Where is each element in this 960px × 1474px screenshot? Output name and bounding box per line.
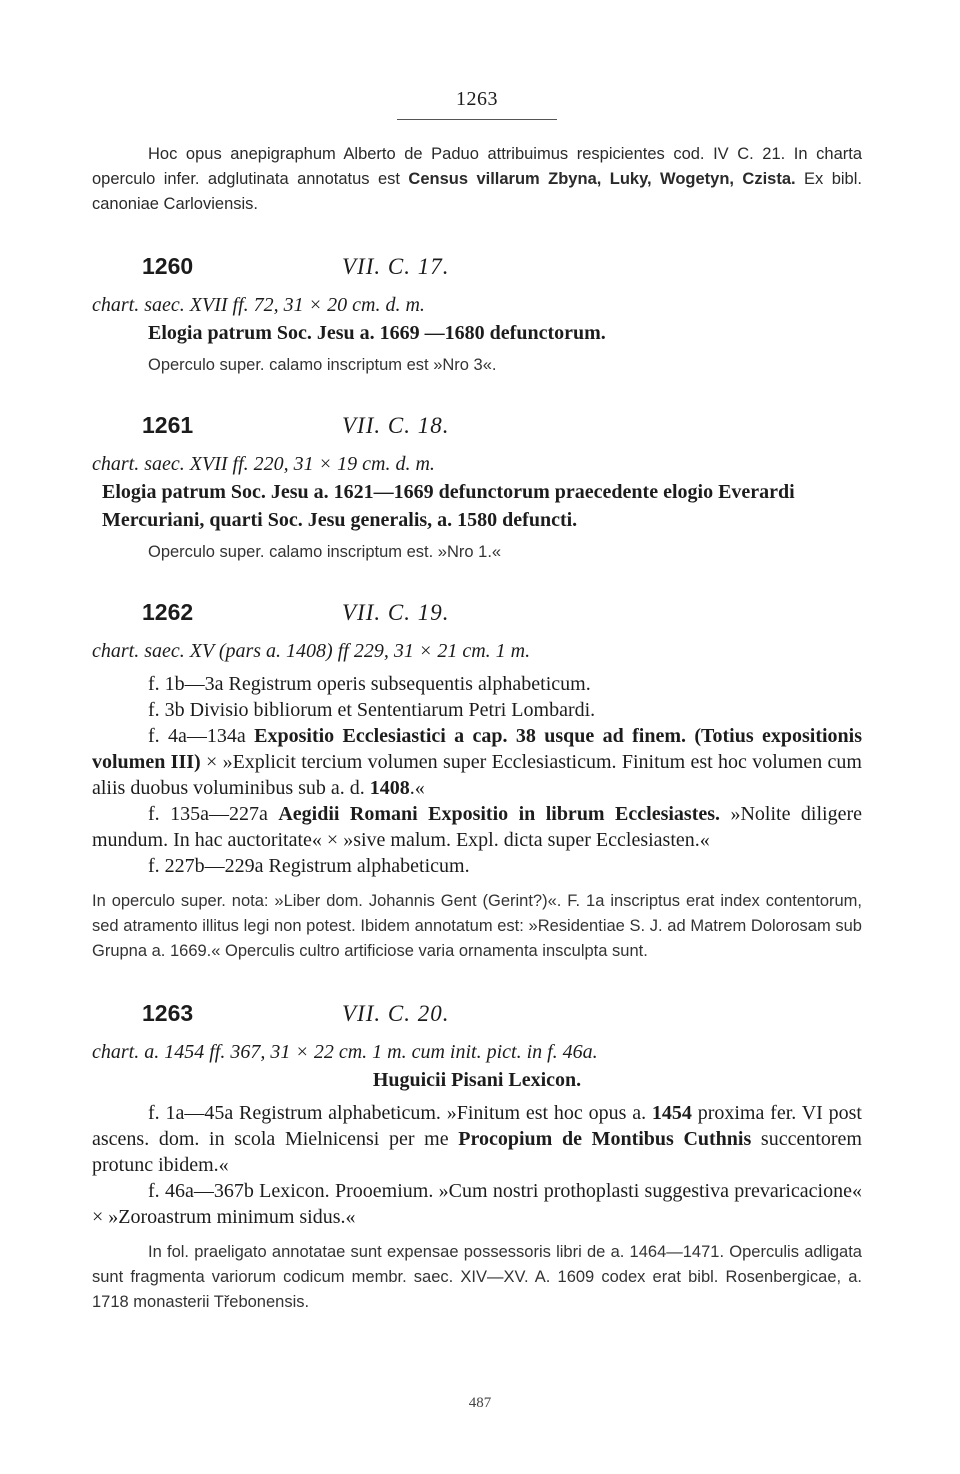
intro-bold: Census villarum Zbyna, Luky, Wogetyn, Czista. — [408, 170, 796, 188]
entry-1263-item-2: f. 46a—367b Lexicon. Prooemium. »Cum nostri prothoplasti suggestiva prevaricacione« × »Zoroastrum minimum sidus.« — [92, 1180, 862, 1228]
document-page — [92, 0, 862, 1315]
item-text: f. 1a—45a Registrum alphabeticum. »Finitum est hoc opus a. — [148, 1102, 652, 1124]
item-text-mid: proxima fer. VI post ascens. dom. in scola Mielnicensi per me — [92, 1102, 862, 1150]
item-year: 1408 — [369, 777, 410, 799]
entry-1261-title: Elogia patrum Soc. Jesu a. 1621—1669 defunctorum praecedente elogio Everardi Mercuriani, quarti Soc. Jesu generalis, a. 1580 defuncti. — [102, 481, 795, 531]
shelfmark: VII. C. 17. — [342, 254, 450, 279]
entry-number: 1263 — [142, 1000, 194, 1026]
entry-1262-item-5: f. 227b—229a Registrum alphabeticum. — [148, 855, 470, 877]
scribe-name: Procopium de Montibus Cuthnis — [458, 1128, 752, 1150]
entry-1263-item-1 — [92, 1100, 862, 1178]
entry-number: 1262 — [142, 599, 194, 625]
item-bold-title: Aegidii Romani Expositio in librum Ecclesiastes. — [278, 803, 721, 825]
entry-1263-heading — [92, 1000, 862, 1032]
entry-number: 1260 — [142, 253, 194, 279]
entry-1261-description: chart. saec. XVII ff. 220, 31 × 19 cm. d. m. — [92, 453, 435, 475]
entry-1260-description: chart. saec. XVII ff. 72, 31 × 20 cm. d. m. — [92, 294, 425, 316]
entry-1262-item-1: f. 1b—3a Registrum operis subsequentis alphabeticum. — [148, 673, 591, 695]
entry-1260-title: Elogia patrum Soc. Jesu a. 1669 —1680 defunctorum. — [148, 322, 606, 344]
entry-1263-description: chart. a. 1454 ff. 367, 31 × 22 cm. 1 m. cum init. pict. in f. 46a. — [92, 1041, 598, 1063]
entry-1262-description: chart. saec. XV (pars a. 1408) ff 229, 31 × 21 cm. 1 m. — [92, 640, 531, 662]
entry-1262-heading — [92, 599, 862, 631]
page-number-header: 1263 — [456, 88, 498, 110]
shelfmark: VII. C. 19. — [342, 600, 450, 625]
folio-range: f. 135a—227a — [148, 803, 279, 825]
item-bold-title: Expositio Ecclesiastici a cap. 38 usque ad finem. (Totius expositionis volumen III) — [92, 725, 863, 773]
entry-1261-heading — [92, 412, 862, 444]
item-year: 1454 — [651, 1102, 692, 1124]
entry-1263-title: Huguicii Pisani Lexicon. — [372, 1069, 582, 1091]
entry-1260-heading — [92, 253, 862, 285]
shelfmark: VII. C. 18. — [342, 413, 450, 438]
entry-number: 1261 — [142, 412, 194, 438]
item-text: »Nolite diligere mundum. In hac auctoritate« × »sive malum. Expl. dicta super Ecclesiasten.« — [92, 803, 862, 851]
intro-paragraph — [92, 142, 862, 217]
item-end: .« — [409, 777, 425, 799]
signature-mark: 487 — [468, 1395, 492, 1411]
shelfmark: VII. C. 20. — [342, 1001, 450, 1026]
entry-1262-item-4 — [92, 801, 862, 853]
entry-1260-note: Operculo super. calamo inscriptum est »Nro 3«. — [148, 356, 497, 374]
entry-1262-item-3 — [92, 723, 862, 801]
entry-1262-item-2: f. 3b Divisio bibliorum et Sententiarum Petri Lombardi. — [148, 699, 596, 721]
item-end: succentorem protunc ibidem.« — [92, 1128, 862, 1176]
entry-1263-note: In fol. praeligato annotatae sunt expensae possessoris libri de a. 1464—1471. Operculis adligata sunt fragmenta variorum codicum membr. saec. XIV—XV. A. 1609 codex erat bibl. Rosenbergicae, a. 1718 monasterii Třebonensis. — [92, 1243, 862, 1311]
folio-range: f. 4a—134a — [148, 725, 255, 747]
intro-text: Hoc opus anepigraphum Alberto de Paduo attribuimus respicientes cod. IV C. 21. In charta operculo infer. adglutinata annotatus est — [92, 145, 862, 188]
header-rule — [397, 119, 557, 120]
entry-1261-note: Operculo super. calamo inscriptum est. »Nro 1.« — [148, 543, 502, 561]
intro-rest: Ex bibl. canoniae Carloviensis. — [92, 170, 862, 213]
item-text: × »Explicit tercium volumen super Ecclesiasticum. Finitum est hoc volumen cum aliis duobus voluminibus sub a. d. — [92, 751, 862, 799]
entry-1262-note: In operculo super. nota: »Liber dom. Johannis Gent (Gerint?)«. F. 1a inscriptus erat index contentorum, sed atramento illitus legi non potest. Ibidem annotatum est: »Residentiae S. J. ad Matrem Dolorosam sub Grupna a. 1669.« Operculis cultro artificiose varia ornamenta insculpta sunt. — [92, 892, 862, 960]
